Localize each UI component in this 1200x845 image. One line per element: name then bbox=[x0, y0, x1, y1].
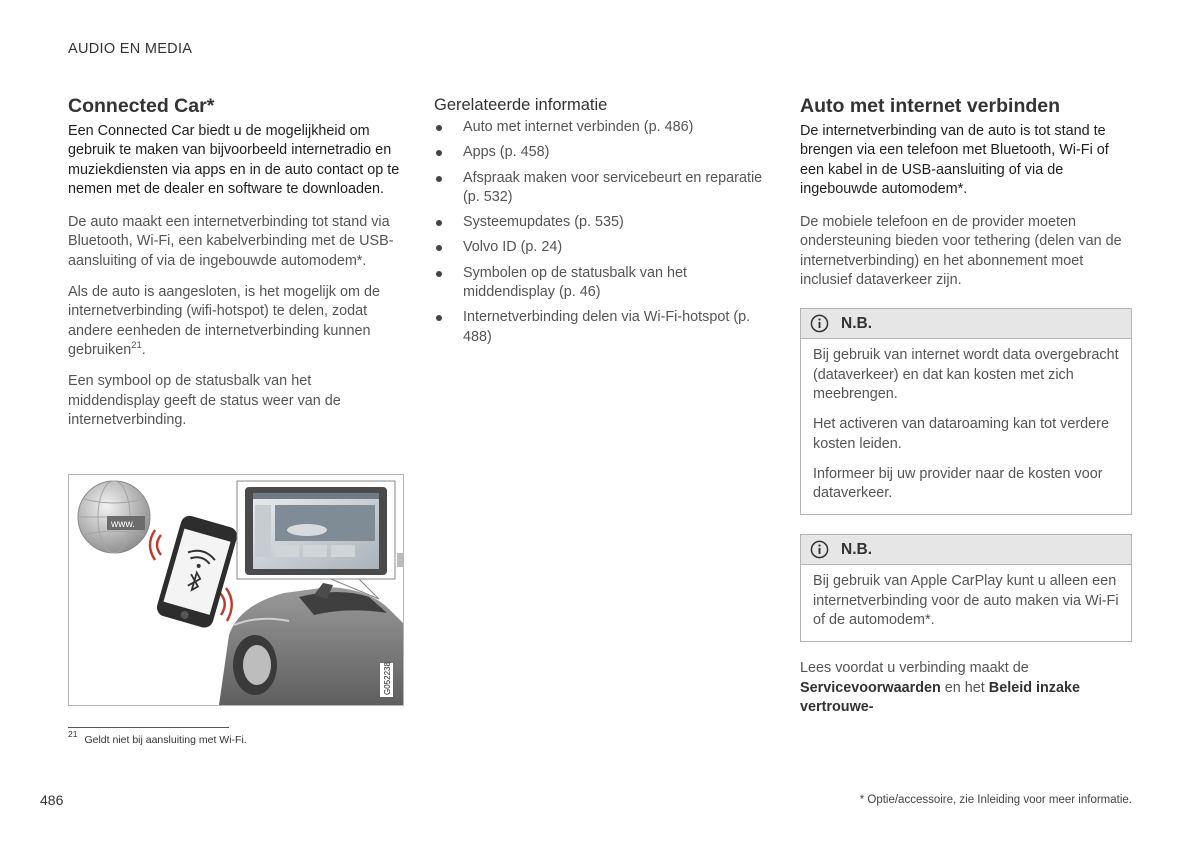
connected-car-column bbox=[68, 94, 400, 442]
terms-text bbox=[800, 659, 1132, 717]
related-link[interactable]: Apps (p. 458) bbox=[434, 143, 764, 162]
footnote-ref[interactable]: 21 bbox=[131, 340, 142, 352]
footnote-text: Geldt niet bij aansluiting met Wi-Fi. bbox=[84, 734, 247, 746]
related-link[interactable]: Internetverbinding delen via Wi-Fi-hotspot (p. 488) bbox=[434, 308, 764, 347]
related-info-title: Gerelateerde informatie bbox=[434, 96, 608, 114]
page-number: 486 bbox=[40, 792, 64, 808]
note-text: Het activeren van dataroaming kan tot verdere kosten leiden. bbox=[813, 416, 1109, 452]
tethering-requirements-text: De mobiele telefoon en de provider moeten ondersteuning bieden voor tethering (delen van de internetverbinding) en het abonnement moet inclusief dataverkeer zijn. bbox=[800, 214, 1122, 289]
info-icon bbox=[810, 314, 829, 333]
related-info-column bbox=[434, 94, 764, 353]
note-body bbox=[801, 339, 1131, 503]
connected-car-illustration bbox=[68, 474, 404, 706]
car-image bbox=[219, 583, 403, 705]
center-display-callout bbox=[237, 481, 403, 599]
related-links-list bbox=[434, 118, 764, 347]
footnote bbox=[68, 729, 247, 746]
note-body bbox=[801, 565, 1131, 630]
illustration-svg bbox=[69, 475, 403, 705]
connection-methods-text: De auto maakt een internetverbinding tot stand via Bluetooth, Wi-Fi, een kabelverbinding met de USB-aansluiting of via de ingebouwde automodem*. bbox=[68, 214, 394, 269]
related-link[interactable]: Auto met internet verbinden (p. 486) bbox=[434, 118, 764, 137]
globe-icon bbox=[78, 481, 150, 553]
www-label: www. bbox=[111, 519, 135, 530]
note-text: Informeer bij uw provider naar de kosten voor dataverkeer. bbox=[813, 465, 1103, 502]
related-link[interactable]: Afspraak maken voor servicebeurt en reparatie (p. 532) bbox=[434, 169, 764, 208]
connected-car-title: Connected Car* bbox=[68, 95, 215, 117]
internet-connect-column bbox=[800, 94, 1132, 729]
smartphone-icon bbox=[155, 514, 239, 630]
note-title: N.B. bbox=[841, 314, 872, 332]
note-box-data-costs bbox=[800, 308, 1132, 515]
footnote-number: 21 bbox=[68, 729, 78, 739]
section-header: AUDIO EN MEDIA bbox=[68, 41, 193, 57]
footer-note: * Optie/accessoire, zie Inleiding voor meer informatie. bbox=[859, 794, 1132, 806]
hotspot-sharing-body: Als de auto is aangesloten, is het mogelijk om de internetverbinding (wifi-hotspot) te delen, zodat andere eenheden de internetverbinding kunnen gebruiken bbox=[68, 284, 380, 358]
related-link[interactable]: Systeemupdates (p. 535) bbox=[434, 213, 764, 232]
note-box-carplay bbox=[800, 534, 1132, 642]
note-header bbox=[801, 309, 1131, 339]
service-terms-link[interactable]: Servicevoorwaarden bbox=[800, 679, 941, 696]
illustration-code-text: G052238 bbox=[383, 662, 392, 695]
internet-connect-title: Auto met internet verbinden bbox=[800, 95, 1061, 117]
note-header bbox=[801, 535, 1131, 565]
note-title: N.B. bbox=[841, 540, 872, 558]
illustration-code bbox=[380, 662, 393, 697]
note-text: Bij gebruik van Apple CarPlay kunt u alleen een internetverbinding voor de auto maken via Wi-Fi of de automodem*. bbox=[813, 573, 1119, 629]
footnote-divider bbox=[68, 727, 229, 728]
info-icon bbox=[810, 540, 829, 559]
note-text: Bij gebruik van internet wordt data overgebracht (dataverkeer) en dat kan kosten met zich meebrengen. bbox=[813, 347, 1119, 402]
terms-text-pre: Lees voordat u verbinding maakt de bbox=[800, 660, 1029, 677]
connected-car-intro: Een Connected Car biedt u de mogelijkheid om gebruik te maken van bijvoorbeeld internetradio en muziekdiensten via apps en in de auto contact op te nemen met de dealer en software te downloaden. bbox=[68, 123, 400, 197]
related-link[interactable]: Symbolen op de statusbalk van het middendisplay (p. 46) bbox=[434, 264, 764, 303]
statusbar-symbol-text: Een symbool op de statusbalk van het middendisplay geeft de status weer van de internetverbinding. bbox=[68, 373, 341, 428]
terms-text-mid: en het bbox=[940, 679, 989, 696]
related-link[interactable]: Volvo ID (p. 24) bbox=[434, 238, 764, 257]
hotspot-sharing-text: Als de auto is aangesloten, is het mogelijk om de internetverbinding (wifi-hotspot) te delen, zodat andere eenheden de internetverbinding kunnen gebruiken$^{21}$. bbox=[68, 284, 380, 358]
privacy-policy-link[interactable]: Beleid inzake vertrouwe- bbox=[800, 679, 1080, 715]
internet-connect-intro: De internetverbinding van de auto is tot stand te brengen via een telefoon met Bluetooth, Wi-Fi of een kabel in de USB-aansluiting of via de ingebouwde automodem*. bbox=[800, 123, 1109, 197]
